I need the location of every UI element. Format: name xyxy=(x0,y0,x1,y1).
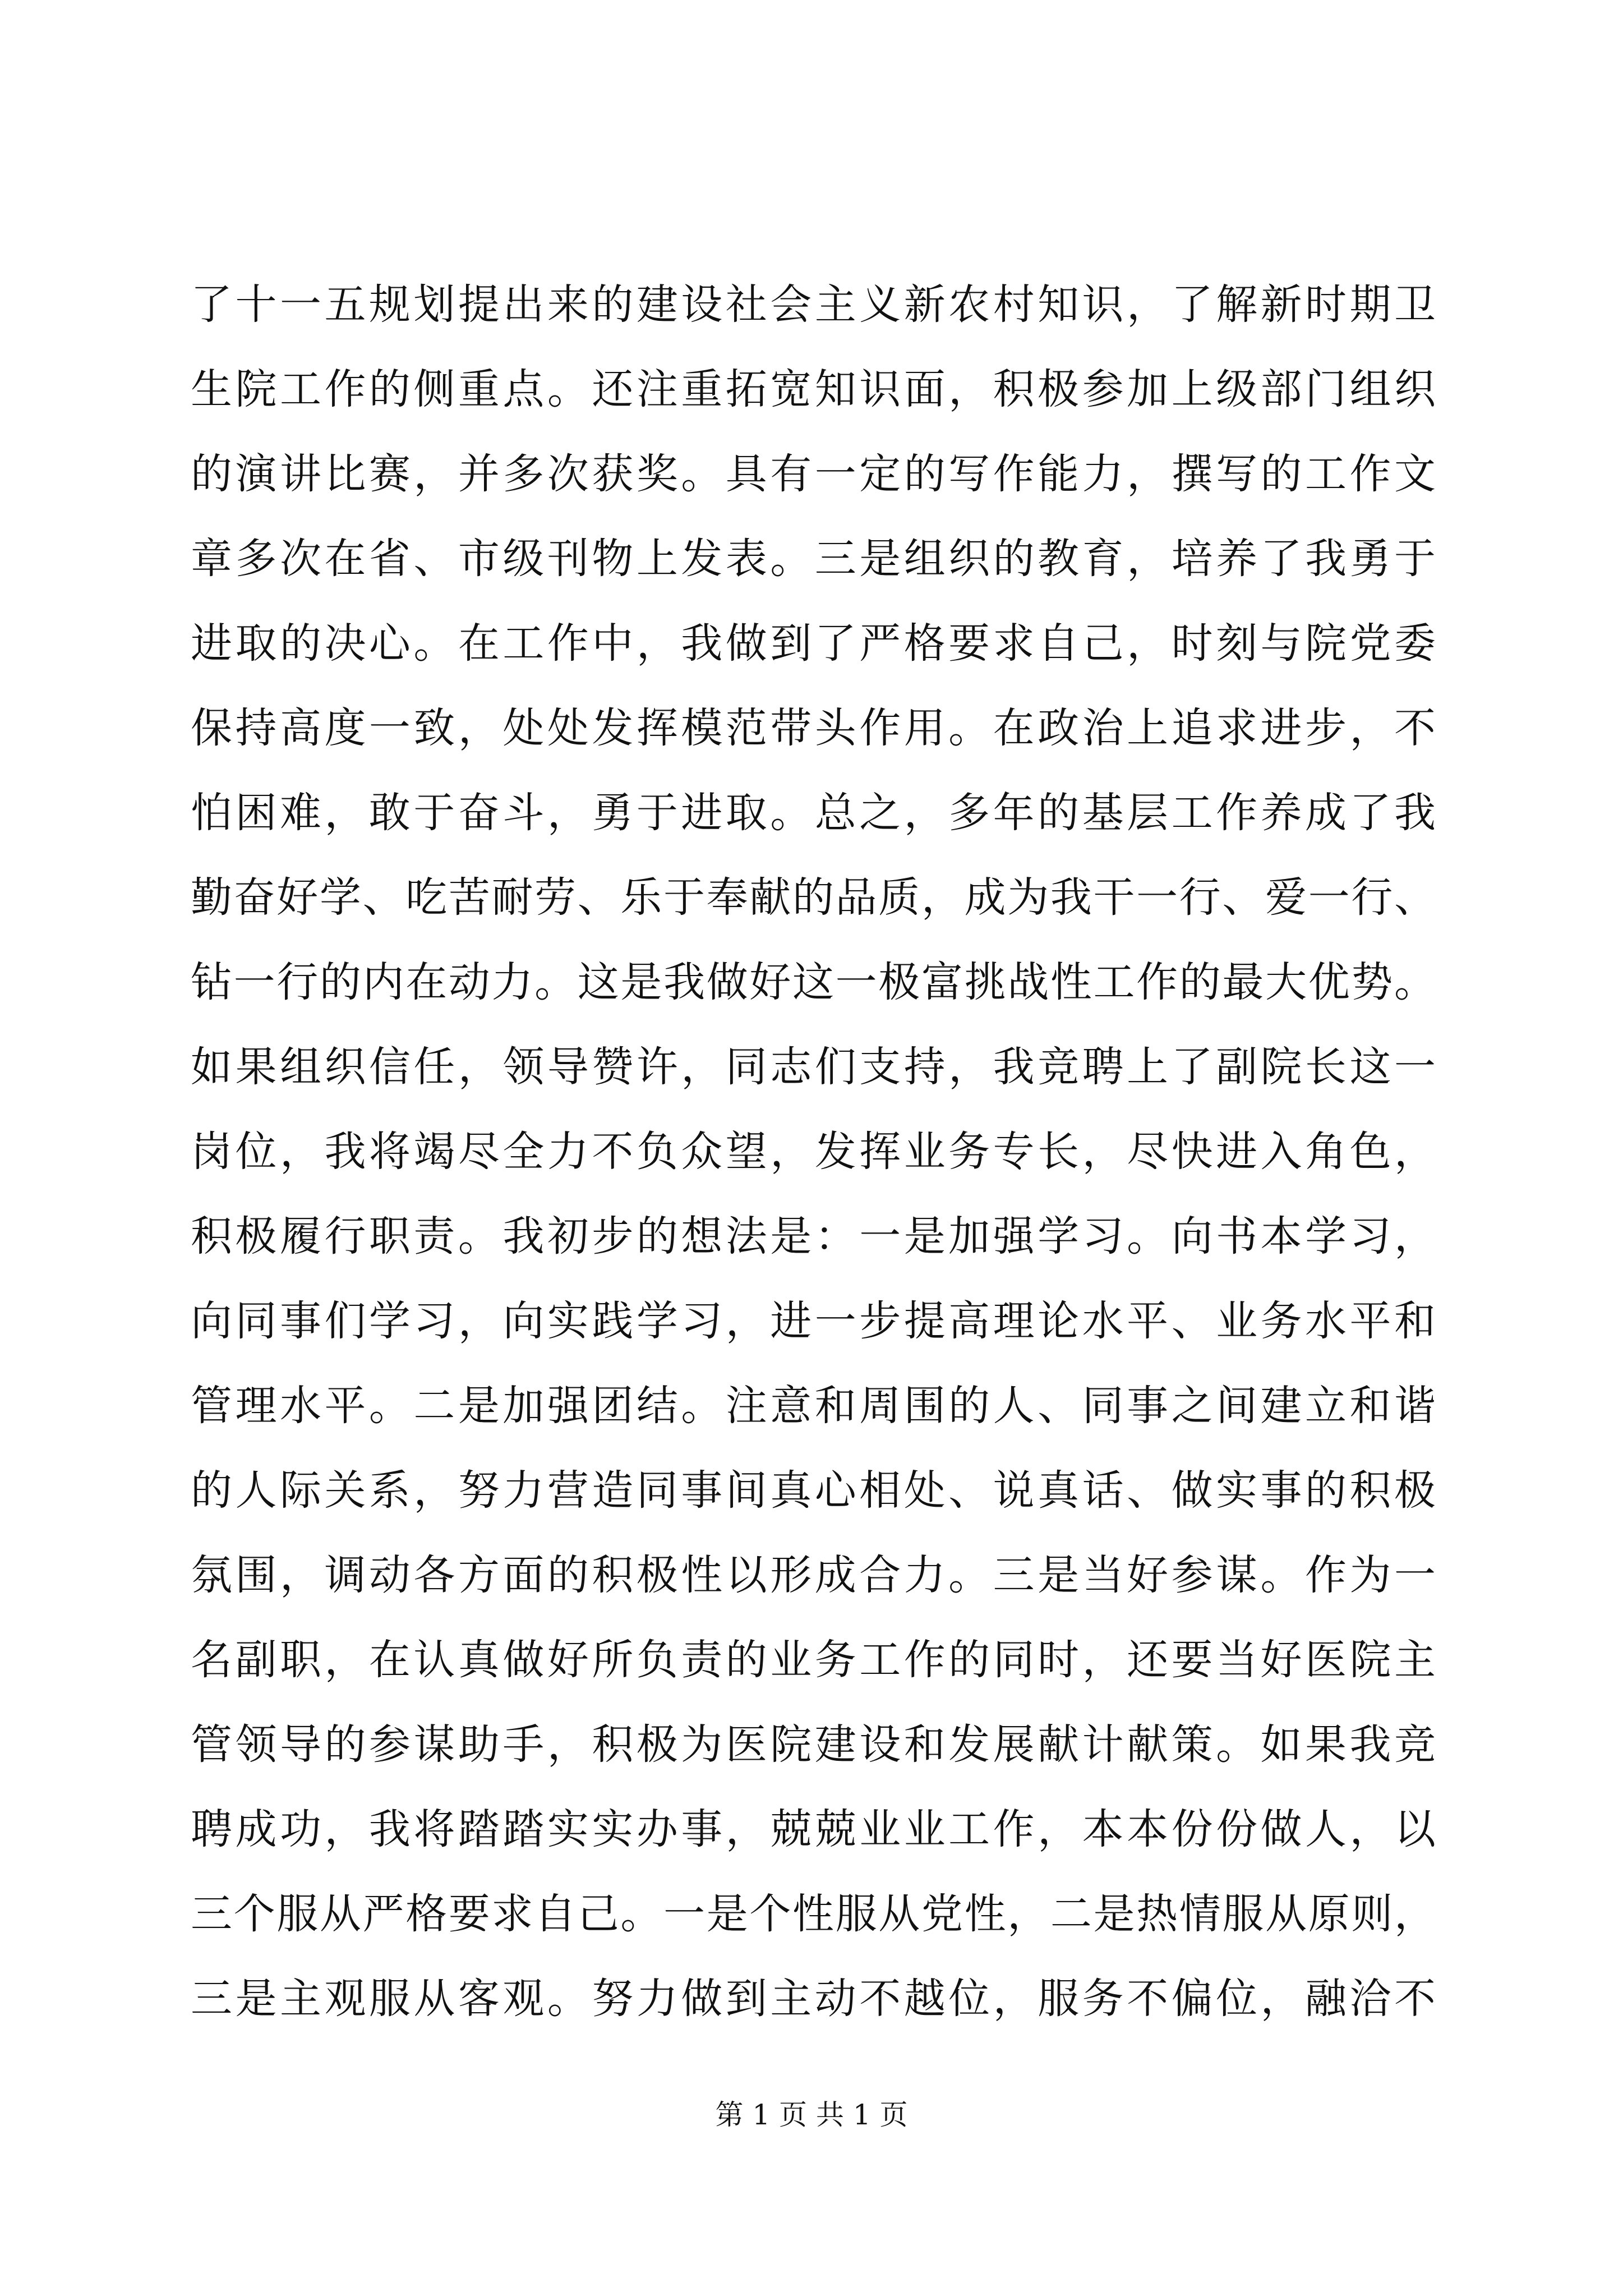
body-text xyxy=(191,263,1436,2041)
page-footer: 第 1 页 共 1 页 xyxy=(715,2099,908,2131)
text-line: 如果组织信任，领导赞许，同志们支持，我竞聘上了副院长这一 xyxy=(191,1043,1436,1091)
text-line: 的人际关系，努力营造同事间真心相处、说真话、做实事的积极 xyxy=(191,1466,1436,1515)
text-line: 氛围，调动各方面的积极性以形成合力。三是当好参谋。作为一 xyxy=(191,1551,1436,1599)
text-line: 三个服从严格要求自己。一是个性服从党性，二是热情服从原则， xyxy=(191,1890,1436,1938)
text-line: 进取的决心。在工作中，我做到了严格要求自己，时刻与院党委 xyxy=(191,619,1436,668)
text-line: 章多次在省、市级刊物上发表。三是组织的教育，培养了我勇于 xyxy=(191,535,1436,583)
text-line: 名副职，在认真做好所负责的业务工作的同时，还要当好医院主 xyxy=(191,1636,1436,1684)
text-line: 勤奋好学、吃苦耐劳、乐于奉献的品质，成为我干一行、爱一行、 xyxy=(191,873,1436,922)
text-line: 生院工作的侧重点。还注重拓宽知识面，积极参加上级部门组织 xyxy=(191,365,1436,413)
text-line: 三是主观服从客观。努力做到主动不越位，服务不偏位，融洽不 xyxy=(191,1975,1436,2023)
text-line: 管领导的参谋助手，积极为医院建设和发展献计献策。如果我竞 xyxy=(191,1720,1436,1769)
text-line: 聘成功，我将踏踏实实办事，兢兢业业工作，本本份份做人，以 xyxy=(191,1805,1436,1853)
text-line: 向同事们学习，向实践学习，进一步提高理论水平、业务水平和 xyxy=(191,1297,1436,1345)
text-line: 的演讲比赛，并多次获奖。具有一定的写作能力，撰写的工作文 xyxy=(191,450,1436,498)
text-line: 积极履行职责。我初步的想法是：一是加强学习。向书本学习， xyxy=(191,1212,1436,1260)
text-line: 岗位，我将竭尽全力不负众望，发挥业务专长，尽快进入角色， xyxy=(191,1128,1436,1176)
text-line: 了十一五规划提出来的建设社会主义新农村知识，了解新时期卫 xyxy=(191,280,1436,329)
text-line: 保持高度一致，处处发挥模范带头作用。在政治上追求进步，不 xyxy=(191,704,1436,752)
text-line: 钻一行的内在动力。这是我做好这一极富挑战性工作的最大优势。 xyxy=(191,958,1436,1006)
text-line: 管理水平。二是加强团结。注意和周围的人、同事之间建立和谐 xyxy=(191,1382,1436,1430)
text-line: 怕困难，敢于奋斗，勇于进取。总之，多年的基层工作养成了我 xyxy=(191,789,1436,837)
